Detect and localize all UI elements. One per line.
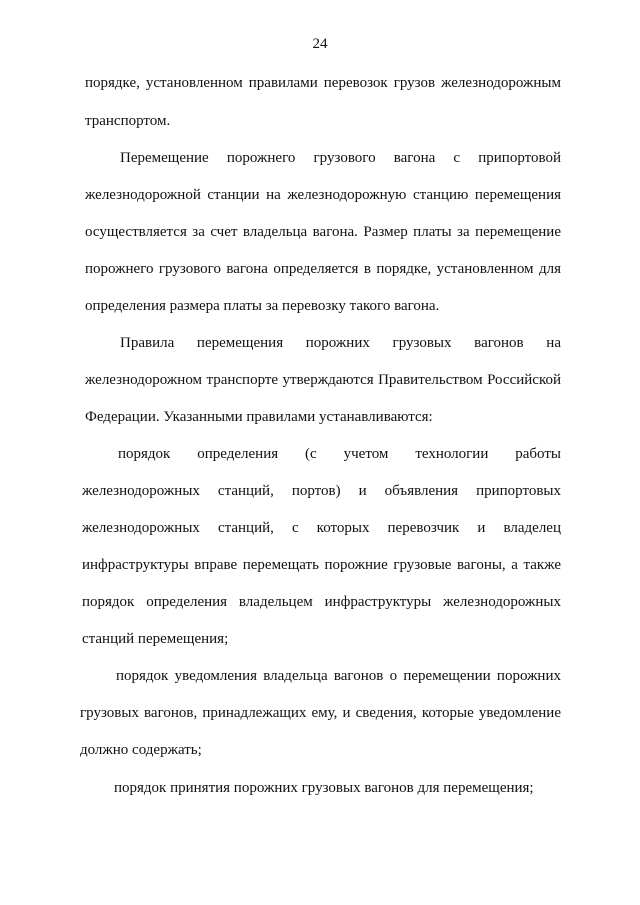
text-line: железнодорожных станций, с которых перевозчик и владелец: [82, 520, 561, 536]
text-line: железнодорожном транспорте утверждаются Правительством Российской: [85, 372, 561, 388]
text-line: инфраструктуры вправе перемещать порожние грузовые вагоны, а также: [82, 557, 561, 573]
text-line: осуществляется за счет владельца вагона. Размер платы за перемещение: [85, 224, 561, 240]
page-number: 24: [312, 36, 328, 52]
text-line: определения размера платы за перевозку такого вагона.: [85, 298, 440, 314]
text-line: Правила перемещения порожних грузовых вагонов на: [120, 335, 561, 351]
text-line: Федерации. Указанными правилами устанавливаются:: [85, 409, 433, 425]
text-line: должно содержать;: [80, 742, 202, 758]
text-line: железнодорожных станций, портов) и объявления припортовых: [82, 483, 561, 499]
text-line: порядок принятия порожних грузовых вагонов для перемещения;: [114, 780, 534, 796]
text-line: Перемещение порожнего грузового вагона с припортовой: [120, 150, 561, 166]
text-line: станций перемещения;: [82, 631, 229, 647]
text-line: порожнего грузового вагона определяется в порядке, установленном для: [85, 261, 561, 277]
text-line: порядок определения (с учетом технологии работы: [118, 446, 561, 462]
text-line: транспортом.: [85, 113, 171, 129]
text-line: железнодорожной станции на железнодорожную станцию перемещения: [85, 187, 561, 203]
text-line: порядке, установленном правилами перевозок грузов железнодорожным: [85, 75, 561, 91]
text-line: порядок уведомления владельца вагонов о перемещении порожних: [116, 668, 561, 684]
text-line: порядок определения владельцем инфраструктуры железнодорожных: [82, 594, 561, 610]
text-line: грузовых вагонов, принадлежащих ему, и сведения, которые уведомление: [80, 705, 561, 721]
